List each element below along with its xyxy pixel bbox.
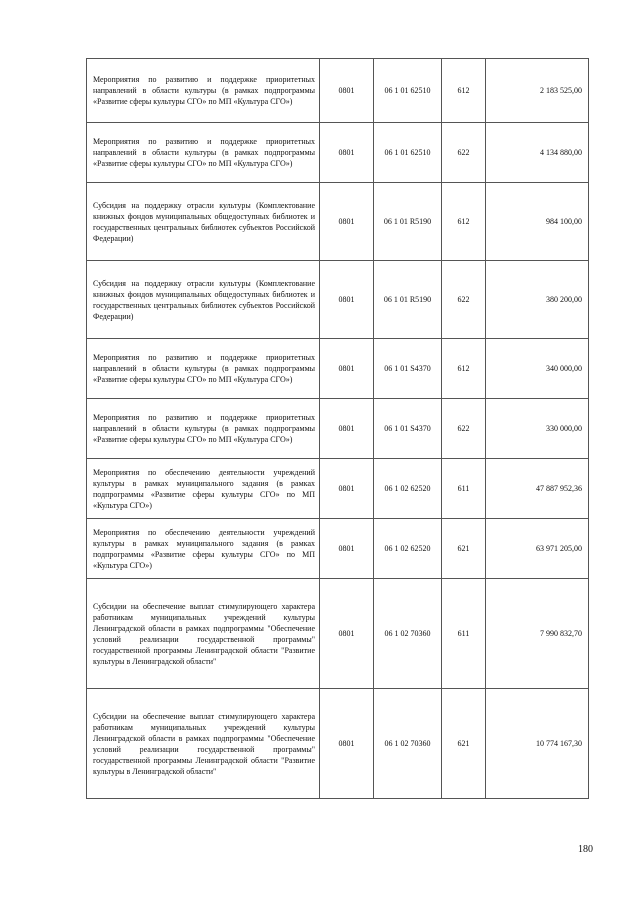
expense-type-code: 622: [442, 123, 486, 183]
section-code: 0801: [320, 183, 374, 261]
expense-type-code: 612: [442, 339, 486, 399]
amount-value: 63 971 205,00: [486, 519, 589, 579]
expense-type-code: 612: [442, 59, 486, 123]
table-row: [87, 579, 589, 689]
table-row: [87, 689, 589, 799]
amount-value: 4 134 880,00: [486, 123, 589, 183]
target-article-code: 06 1 02 70360: [374, 689, 442, 799]
expense-description: Мероприятия по обеспечению деятельности учреждений культуры в рамках муниципального задания (в рамках подпрограммы «Развитие сферы культуры СГО» по МП «Культура СГО»): [87, 459, 320, 519]
table-row: [87, 399, 589, 459]
expense-description: Мероприятия по развитию и поддержке приоритетных направлений в области культуры (в рамках подпрограммы «Развитие сферы культуры СГО» по МП «Культура СГО»): [87, 399, 320, 459]
expense-description: Мероприятия по развитию и поддержке приоритетных направлений в области культуры (в рамках подпрограммы «Развитие сферы культуры СГО» по МП «Культура СГО»): [87, 59, 320, 123]
section-code: 0801: [320, 459, 374, 519]
expense-type-code: 611: [442, 459, 486, 519]
section-code: 0801: [320, 519, 374, 579]
table-row: [87, 123, 589, 183]
expense-description: Субсидии на обеспечение выплат стимулирующего характера работникам муниципальных учреждений культуры Ленинградской области в рамках подпрограммы "Обеспечение условий реализации государственной программы" государственной программы Ленинградской области "Развитие культуры в Ленинградской области": [87, 689, 320, 799]
amount-value: 47 887 952,36: [486, 459, 589, 519]
target-article-code: 06 1 01 R5190: [374, 261, 442, 339]
table-row: [87, 59, 589, 123]
expense-description: Мероприятия по развитию и поддержке приоритетных направлений в области культуры (в рамках подпрограммы «Развитие сферы культуры СГО» по МП «Культура СГО»): [87, 339, 320, 399]
target-article-code: 06 1 02 62520: [374, 519, 442, 579]
section-code: 0801: [320, 123, 374, 183]
expense-type-code: 621: [442, 519, 486, 579]
table-row: [87, 519, 589, 579]
target-article-code: 06 1 01 S4370: [374, 399, 442, 459]
section-code: 0801: [320, 689, 374, 799]
amount-value: 984 100,00: [486, 183, 589, 261]
expense-type-code: 622: [442, 261, 486, 339]
expense-description: Мероприятия по обеспечению деятельности учреждений культуры в рамках муниципального задания (в рамках подпрограммы «Развитие сферы культуры СГО» по МП «Культура СГО»): [87, 519, 320, 579]
expense-type-code: 611: [442, 579, 486, 689]
page-number: 180: [578, 844, 593, 855]
section-code: 0801: [320, 399, 374, 459]
target-article-code: 06 1 01 62510: [374, 59, 442, 123]
expense-description: Субсидии на обеспечение выплат стимулирующего характера работникам муниципальных учреждений культуры Ленинградской области в рамках подпрограммы "Обеспечение условий реализации государственной программы" государственной программы Ленинградской области "Развитие культуры в Ленинградской области": [87, 579, 320, 689]
expense-type-code: 612: [442, 183, 486, 261]
amount-value: 7 990 832,70: [486, 579, 589, 689]
section-code: 0801: [320, 579, 374, 689]
budget-table: [86, 58, 589, 799]
target-article-code: 06 1 01 R5190: [374, 183, 442, 261]
section-code: 0801: [320, 261, 374, 339]
target-article-code: 06 1 02 70360: [374, 579, 442, 689]
amount-value: 2 183 525,00: [486, 59, 589, 123]
table-row: [87, 183, 589, 261]
section-code: 0801: [320, 59, 374, 123]
table-row: [87, 339, 589, 399]
target-article-code: 06 1 01 62510: [374, 123, 442, 183]
section-code: 0801: [320, 339, 374, 399]
expense-description: Мероприятия по развитию и поддержке приоритетных направлений в области культуры (в рамках подпрограммы «Развитие сферы культуры СГО» по МП «Культура СГО»): [87, 123, 320, 183]
expense-type-code: 622: [442, 399, 486, 459]
amount-value: 330 000,00: [486, 399, 589, 459]
expense-description: Субсидия на поддержку отрасли культуры (Комплектование книжных фондов муниципальных общедоступных библиотек и государственных центральных библиотек субъектов Российской Федерации): [87, 183, 320, 261]
table-row: [87, 261, 589, 339]
table-row: [87, 459, 589, 519]
amount-value: 380 200,00: [486, 261, 589, 339]
target-article-code: 06 1 01 S4370: [374, 339, 442, 399]
amount-value: 340 000,00: [486, 339, 589, 399]
amount-value: 10 774 167,30: [486, 689, 589, 799]
expense-type-code: 621: [442, 689, 486, 799]
expense-description: Субсидия на поддержку отрасли культуры (Комплектование книжных фондов муниципальных общедоступных библиотек и государственных центральных библиотек субъектов Российской Федерации): [87, 261, 320, 339]
target-article-code: 06 1 02 62520: [374, 459, 442, 519]
